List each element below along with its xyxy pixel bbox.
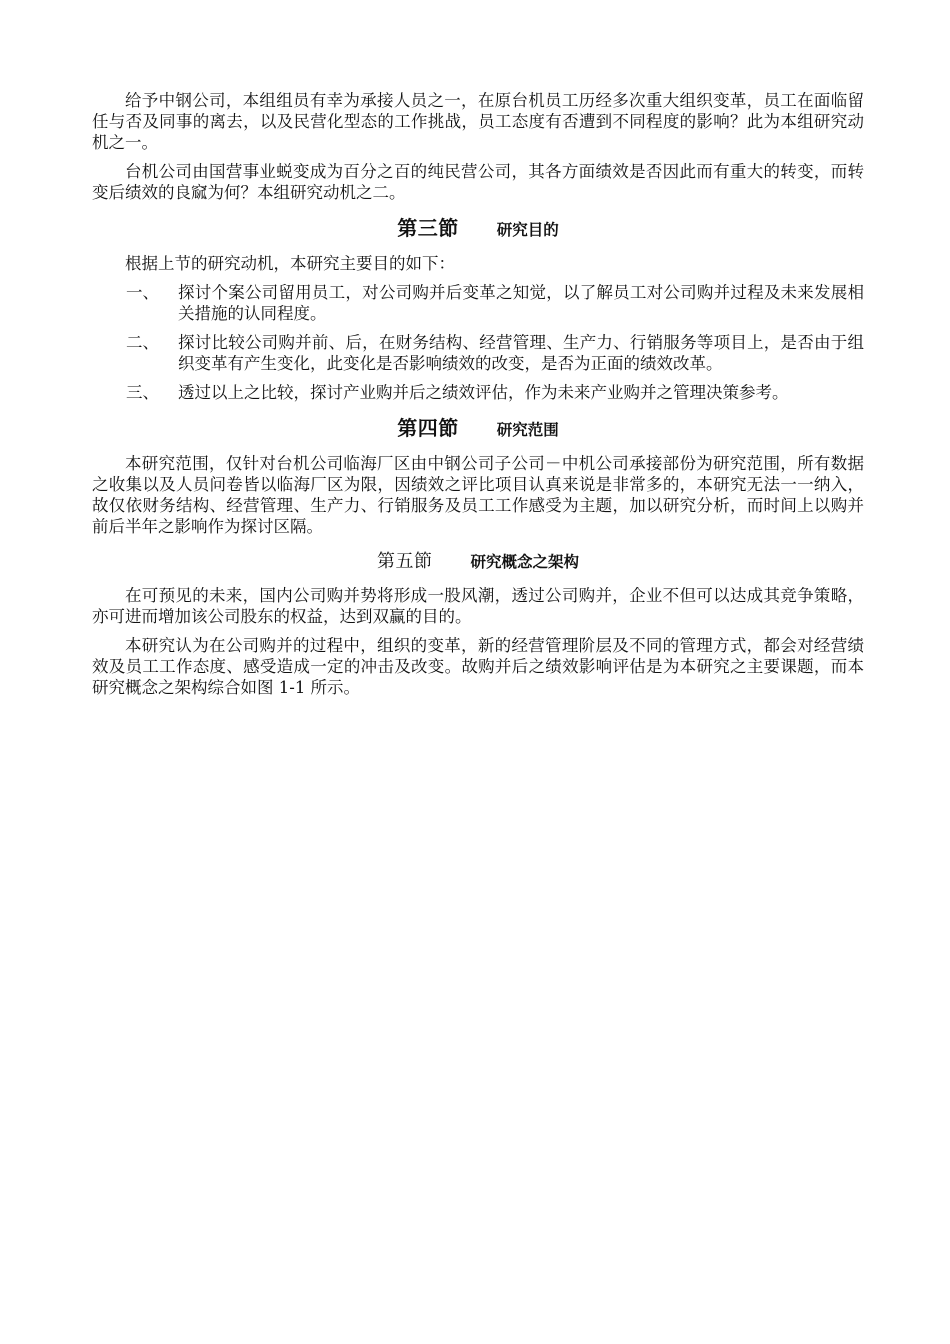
section-4-title: 研究范围 (496, 421, 559, 439)
section-5-body-2: 本研究认为在公司购并的过程中，组织的变革，新的经营管理阶层及不同的管理方式，都会对经营绩效及员工工作态度、感受造成一定的冲击及改变。故购并后之绩效影响评估是为本研究之主要课题，而本研究概念之架构综合如图 1-1 所示。 (92, 636, 864, 697)
section-5-heading (92, 549, 864, 575)
list-item-text: 透过以上之比较，探讨产业购并后之绩效评估，作为未来产业购并之管理决策参考。 (178, 383, 789, 402)
section-4-body: 本研究范围，仅针对台机公司临海厂区由中钢公司子公司－中机公司承接部份为研究范围，所有数据之收集以及人员问卷皆以临海厂区为限，因绩效之评比项目认真来说是非常多的，本研究无法一一纳入，故仅依财务结构、经营管理、生产力、行销服务及员工工作感受为主题，加以研究分析，而时间上以购并前后半年之影响作为探讨区隔。 (92, 454, 864, 536)
list-item-number: 二、 (126, 333, 159, 352)
section-3-heading (92, 215, 864, 243)
list-item-text: 探讨个案公司留用员工，对公司购并后变革之知觉，以了解员工对公司购并过程及未来发展相关措施的认同程度。 (178, 283, 864, 323)
section-4-number: 第四節 (397, 416, 459, 440)
section-4-heading (92, 415, 864, 443)
paragraph-motivation-1: 给予中钢公司，本组组员有幸为承接人员之一，在原台机员工历经多次重大组织变革，员工在面临留任与否及同事的离去，以及民营化型态的工作挑战，员工态度有否遭到不同程度的影响？此为本组研究动机之一。 (92, 91, 864, 152)
list-item (126, 332, 864, 374)
section-5-number: 第五節 (376, 551, 433, 572)
list-item (126, 382, 864, 403)
list-item-number: 三、 (126, 383, 159, 402)
section-5-body-1: 在可预见的未来，国内公司购并势将形成一股风潮，透过公司购并，企业不但可以达成其竞争策略，亦可进而增加该公司股东的权益，达到双赢的目的。 (92, 586, 864, 626)
paragraph-motivation-2: 台机公司由国营事业蜕变成为百分之百的纯民营公司，其各方面绩效是否因此而有重大的转变，而转变后绩效的良窳为何？本组研究动机之二。 (92, 162, 864, 202)
section-5-title: 研究概念之架构 (470, 553, 579, 571)
document-page (92, 90, 864, 706)
list-item-text: 探讨比较公司购并前、后，在财务结构、经营管理、生产力、行销服务等项目上，是否由于组织变革有产生变化，此变化是否影响绩效的改变，是否为正面的绩效改革。 (178, 333, 864, 373)
section-3-number: 第三節 (397, 216, 459, 240)
section-3-title: 研究目的 (496, 221, 559, 239)
list-item-number: 一、 (126, 283, 159, 302)
section-3-intro: 根据上节的研究动机，本研究主要目的如下： (125, 254, 455, 273)
list-item (126, 282, 864, 324)
